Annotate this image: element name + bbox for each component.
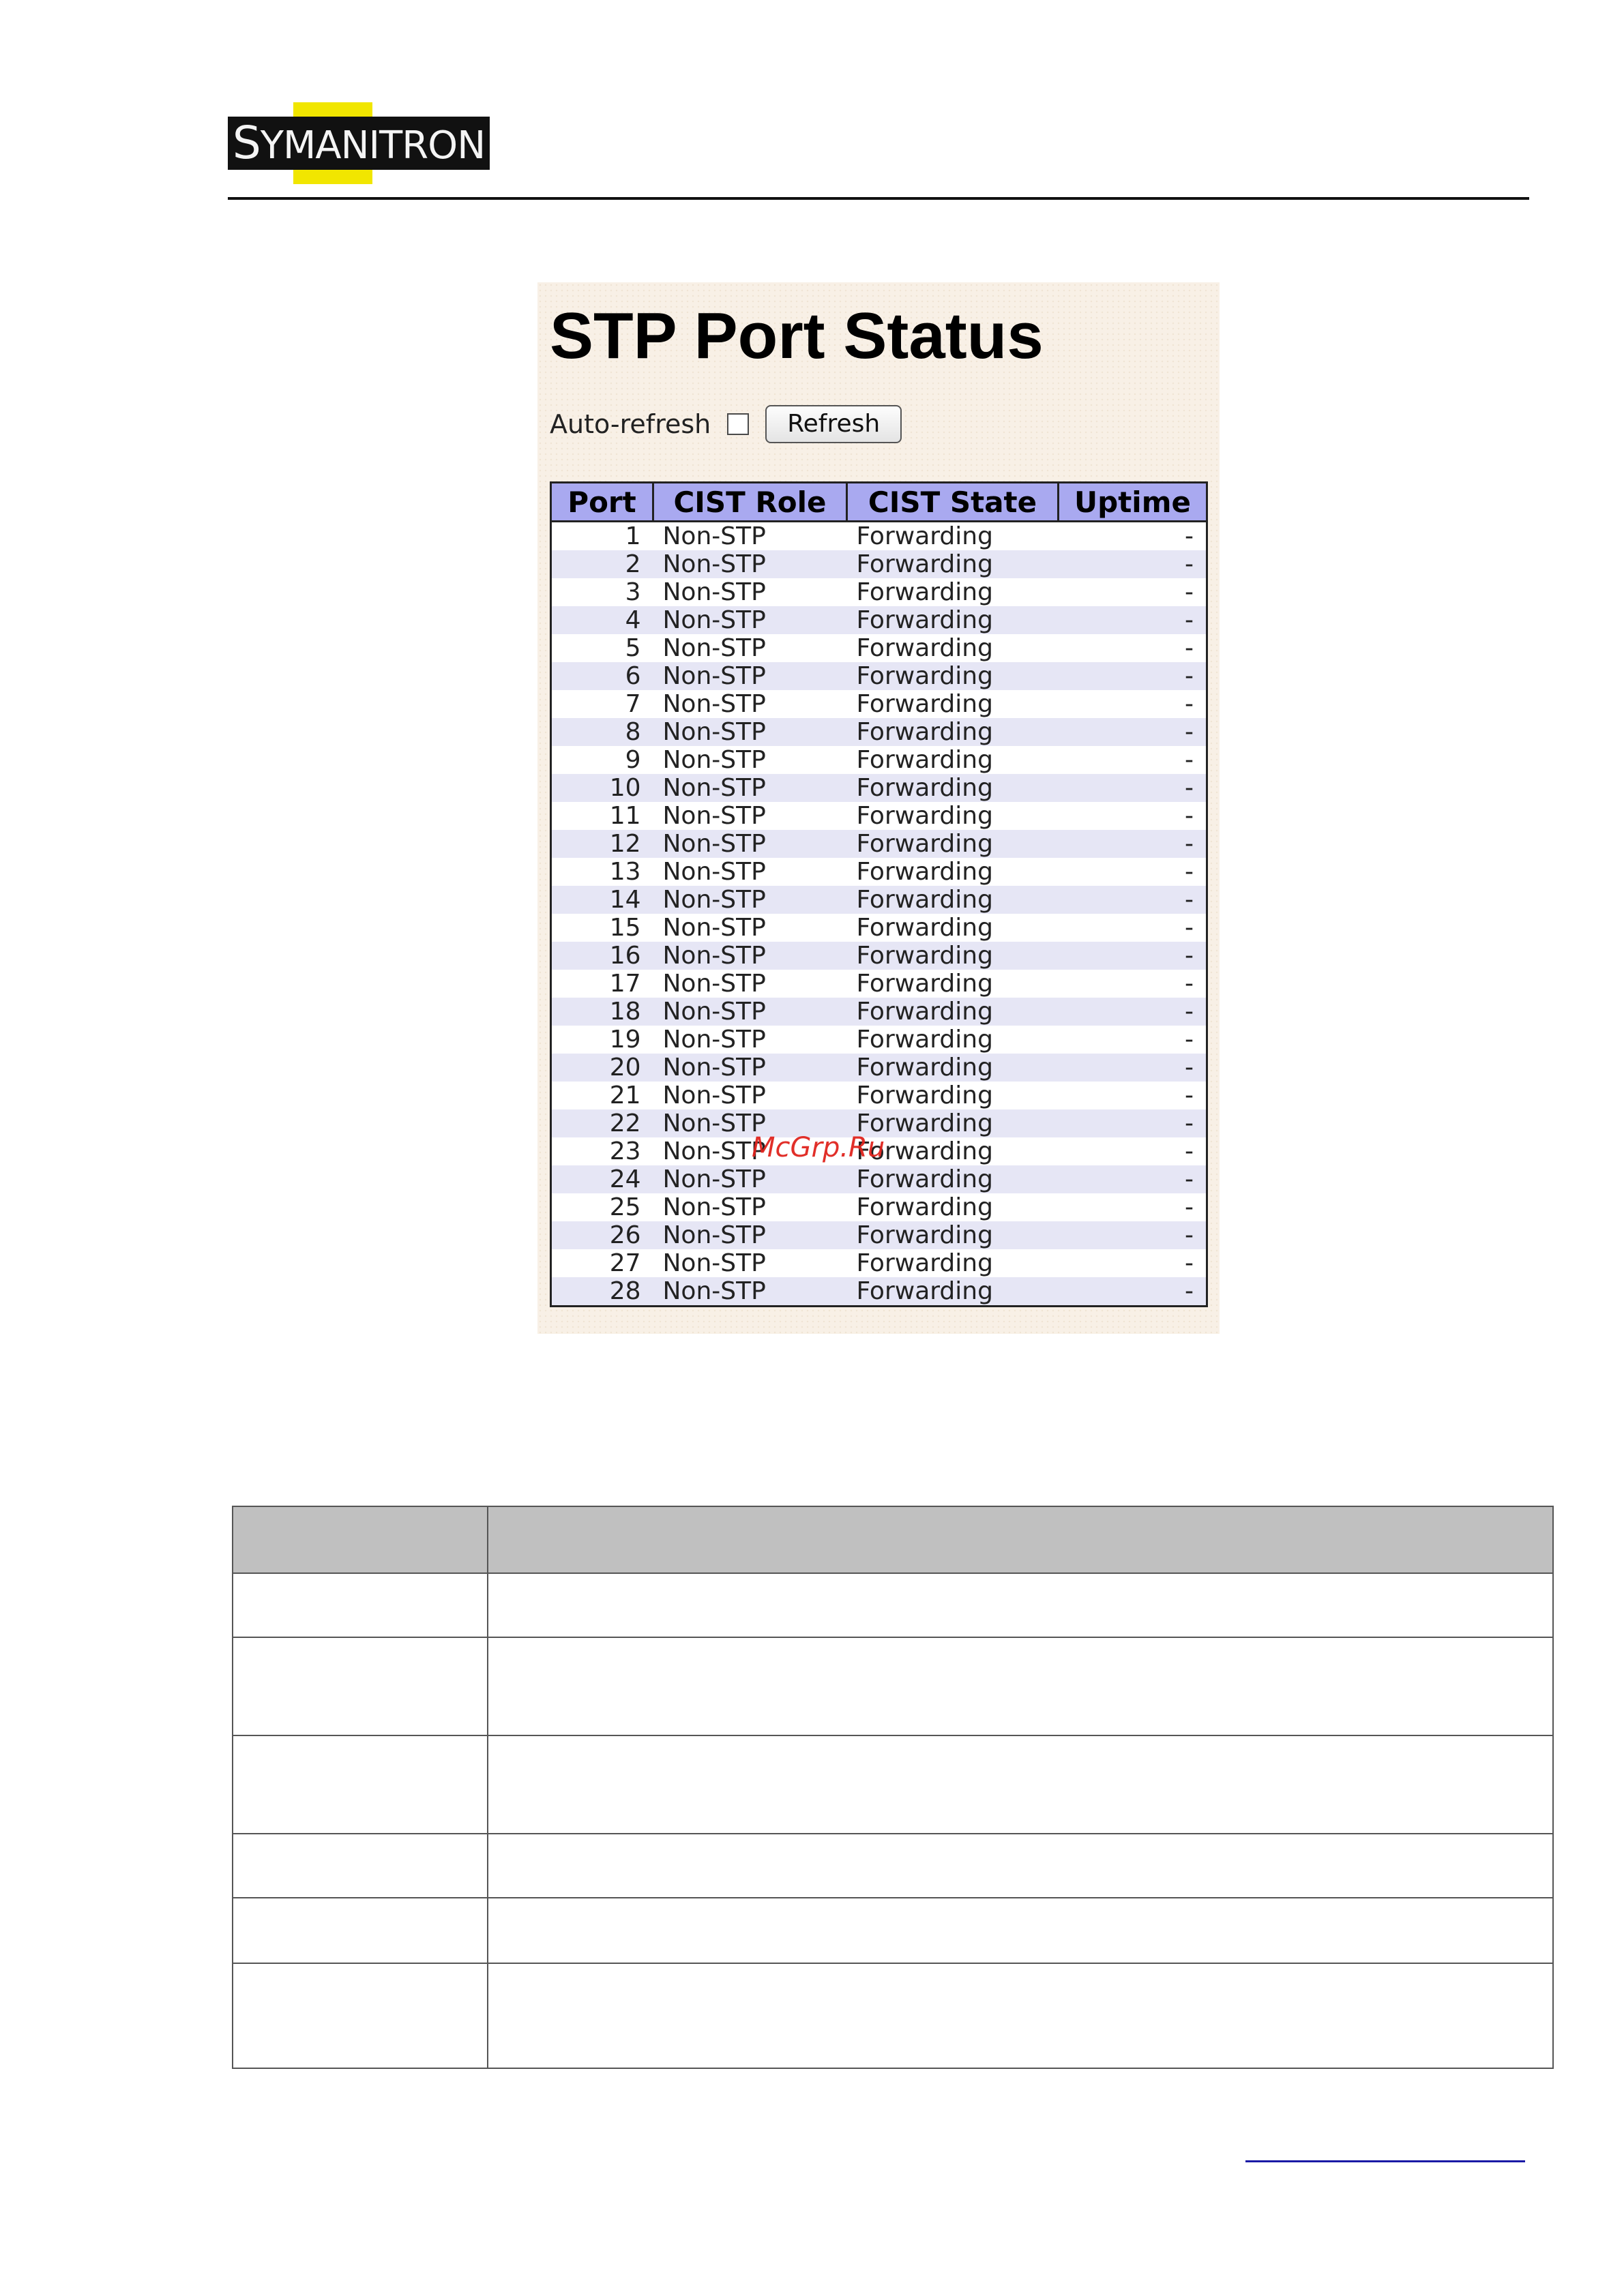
refresh-controls xyxy=(550,404,902,445)
cist-role-cell: Non-STP xyxy=(653,998,847,1026)
description-row xyxy=(233,1573,1553,1637)
uptime-cell: - xyxy=(1059,1277,1207,1307)
column-header-cist-state: CIST State xyxy=(847,483,1059,522)
cist-role-cell: Non-STP xyxy=(653,1026,847,1054)
cist-state-cell: Forwarding xyxy=(847,662,1059,690)
cist-state-cell: Forwarding xyxy=(847,1137,1059,1165)
port-cell: 18 xyxy=(551,998,653,1026)
cist-role-cell: Non-STP xyxy=(653,858,847,886)
cist-role-cell: Non-STP xyxy=(653,550,847,578)
table-row xyxy=(551,886,1207,914)
cist-role-cell: Non-STP xyxy=(653,718,847,746)
port-cell: 20 xyxy=(551,1054,653,1082)
cist-state-cell: Forwarding xyxy=(847,774,1059,802)
port-cell: 2 xyxy=(551,550,653,578)
table-row xyxy=(551,1277,1207,1307)
cist-state-cell: Forwarding xyxy=(847,942,1059,970)
description-cell xyxy=(233,1637,488,1735)
uptime-cell: - xyxy=(1059,1054,1207,1082)
description-cell xyxy=(488,1637,1553,1735)
uptime-cell: - xyxy=(1059,746,1207,774)
port-cell: 12 xyxy=(551,830,653,858)
cist-state-cell: Forwarding xyxy=(847,718,1059,746)
cist-role-cell: Non-STP xyxy=(653,970,847,998)
table-row xyxy=(551,802,1207,830)
table-row xyxy=(551,1193,1207,1221)
cist-role-cell: Non-STP xyxy=(653,1054,847,1082)
cist-role-cell: Non-STP xyxy=(653,774,847,802)
table-row xyxy=(551,1026,1207,1054)
description-row xyxy=(233,1637,1553,1735)
cist-role-cell: Non-STP xyxy=(653,1277,847,1307)
port-cell: 23 xyxy=(551,1137,653,1165)
uptime-cell: - xyxy=(1059,1026,1207,1054)
symanitron-logo xyxy=(228,102,490,184)
port-cell: 24 xyxy=(551,1165,653,1193)
cist-state-cell: Forwarding xyxy=(847,802,1059,830)
cist-state-cell: Forwarding xyxy=(847,1165,1059,1193)
uptime-cell: - xyxy=(1059,634,1207,662)
header-rule xyxy=(228,197,1529,200)
cist-state-cell: Forwarding xyxy=(847,1054,1059,1082)
port-cell: 1 xyxy=(551,522,653,551)
port-cell: 5 xyxy=(551,634,653,662)
uptime-cell: - xyxy=(1059,578,1207,606)
cist-state-cell: Forwarding xyxy=(847,886,1059,914)
port-cell: 17 xyxy=(551,970,653,998)
uptime-cell: - xyxy=(1059,550,1207,578)
uptime-cell: - xyxy=(1059,718,1207,746)
table-row xyxy=(551,718,1207,746)
cist-state-cell: Forwarding xyxy=(847,970,1059,998)
cist-role-cell: Non-STP xyxy=(653,830,847,858)
uptime-cell: - xyxy=(1059,1082,1207,1109)
uptime-cell: - xyxy=(1059,802,1207,830)
cist-state-cell: Forwarding xyxy=(847,1026,1059,1054)
column-header-uptime: Uptime xyxy=(1059,483,1207,522)
port-cell: 3 xyxy=(551,578,653,606)
cist-role-cell: Non-STP xyxy=(653,802,847,830)
logo-first-letter: S xyxy=(232,117,261,169)
port-cell: 14 xyxy=(551,886,653,914)
port-cell: 21 xyxy=(551,1082,653,1109)
cist-state-cell: Forwarding xyxy=(847,1082,1059,1109)
description-header-cell xyxy=(233,1506,488,1573)
cist-role-cell: Non-STP xyxy=(653,578,847,606)
cist-state-cell: Forwarding xyxy=(847,550,1059,578)
port-cell: 15 xyxy=(551,914,653,942)
uptime-cell: - xyxy=(1059,1249,1207,1277)
table-row xyxy=(551,550,1207,578)
port-cell: 10 xyxy=(551,774,653,802)
table-row xyxy=(551,522,1207,551)
cist-state-cell: Forwarding xyxy=(847,746,1059,774)
description-header-row xyxy=(233,1506,1553,1573)
cist-role-cell: Non-STP xyxy=(653,606,847,634)
description-row xyxy=(233,1963,1553,2068)
description-cell xyxy=(488,1898,1553,1963)
auto-refresh-checkbox[interactable] xyxy=(727,413,749,435)
uptime-cell: - xyxy=(1059,886,1207,914)
cist-state-cell: Forwarding xyxy=(847,998,1059,1026)
uptime-cell: - xyxy=(1059,662,1207,690)
cist-role-cell: Non-STP xyxy=(653,914,847,942)
table-row xyxy=(551,606,1207,634)
port-cell: 4 xyxy=(551,606,653,634)
table-row xyxy=(551,1249,1207,1277)
port-cell: 19 xyxy=(551,1026,653,1054)
uptime-cell: - xyxy=(1059,998,1207,1026)
table-row xyxy=(551,998,1207,1026)
port-cell: 6 xyxy=(551,662,653,690)
description-row xyxy=(233,1834,1553,1898)
table-row xyxy=(551,1165,1207,1193)
table-header-row xyxy=(551,483,1207,522)
description-row xyxy=(233,1898,1553,1963)
table-row xyxy=(551,970,1207,998)
cist-role-cell: Non-STP xyxy=(653,1193,847,1221)
description-cell xyxy=(488,1963,1553,2068)
cist-state-cell: Forwarding xyxy=(847,1277,1059,1307)
description-cell xyxy=(488,1573,1553,1637)
table-row xyxy=(551,634,1207,662)
uptime-cell: - xyxy=(1059,830,1207,858)
footer-link-underline[interactable] xyxy=(1245,2160,1525,2162)
cist-role-cell: Non-STP xyxy=(653,522,847,551)
port-cell: 16 xyxy=(551,942,653,970)
description-cell xyxy=(233,1963,488,2068)
description-cell xyxy=(233,1573,488,1637)
cist-state-cell: Forwarding xyxy=(847,690,1059,718)
uptime-cell: - xyxy=(1059,774,1207,802)
table-row xyxy=(551,578,1207,606)
uptime-cell: - xyxy=(1059,1109,1207,1137)
cist-role-cell: Non-STP xyxy=(653,634,847,662)
port-cell: 27 xyxy=(551,1249,653,1277)
cist-role-cell: Non-STP xyxy=(653,662,847,690)
cist-role-cell: Non-STP xyxy=(653,1221,847,1249)
uptime-cell: - xyxy=(1059,1221,1207,1249)
table-row xyxy=(551,662,1207,690)
column-header-port: Port xyxy=(551,483,653,522)
cist-state-cell: Forwarding xyxy=(847,914,1059,942)
uptime-cell: - xyxy=(1059,690,1207,718)
uptime-cell: - xyxy=(1059,522,1207,551)
description-row xyxy=(233,1735,1553,1834)
cist-state-cell: Forwarding xyxy=(847,830,1059,858)
port-cell: 8 xyxy=(551,718,653,746)
cist-role-cell: Non-STP xyxy=(653,1109,847,1137)
table-row xyxy=(551,914,1207,942)
description-cell xyxy=(488,1834,1553,1898)
stp-port-table xyxy=(550,481,1208,1307)
cist-state-cell: Forwarding xyxy=(847,1221,1059,1249)
table-row xyxy=(551,1082,1207,1109)
table-row xyxy=(551,774,1207,802)
port-cell: 11 xyxy=(551,802,653,830)
table-row xyxy=(551,942,1207,970)
cist-role-cell: Non-STP xyxy=(653,1165,847,1193)
port-cell: 22 xyxy=(551,1109,653,1137)
description-cell xyxy=(233,1834,488,1898)
cist-state-cell: Forwarding xyxy=(847,634,1059,662)
refresh-button[interactable]: Refresh xyxy=(765,405,902,443)
uptime-cell: - xyxy=(1059,858,1207,886)
description-cell xyxy=(233,1898,488,1963)
port-cell: 28 xyxy=(551,1277,653,1307)
stp-port-status-screenshot xyxy=(537,282,1220,1334)
port-cell: 13 xyxy=(551,858,653,886)
cist-role-cell: Non-STP xyxy=(653,1137,847,1165)
column-header-cist-role: CIST Role xyxy=(653,483,847,522)
uptime-cell: - xyxy=(1059,1193,1207,1221)
logo-rest: YMANITRON xyxy=(260,123,486,168)
cist-state-cell: Forwarding xyxy=(847,1193,1059,1221)
page-title: STP Port Status xyxy=(550,299,1044,372)
cist-state-cell: Forwarding xyxy=(847,1249,1059,1277)
table-row xyxy=(551,858,1207,886)
description-header-cell xyxy=(488,1506,1553,1573)
description-table xyxy=(232,1506,1554,2069)
port-cell: 7 xyxy=(551,690,653,718)
cist-role-cell: Non-STP xyxy=(653,1249,847,1277)
cist-state-cell: Forwarding xyxy=(847,858,1059,886)
description-cell xyxy=(488,1735,1553,1834)
table-row xyxy=(551,1054,1207,1082)
cist-state-cell: Forwarding xyxy=(847,1109,1059,1137)
stp-table-body xyxy=(551,522,1207,1307)
uptime-cell: - xyxy=(1059,914,1207,942)
table-row xyxy=(551,1221,1207,1249)
uptime-cell: - xyxy=(1059,970,1207,998)
table-row xyxy=(551,746,1207,774)
cist-role-cell: Non-STP xyxy=(653,1082,847,1109)
uptime-cell: - xyxy=(1059,942,1207,970)
table-row xyxy=(551,690,1207,718)
port-cell: 9 xyxy=(551,746,653,774)
cist-state-cell: Forwarding xyxy=(847,522,1059,551)
logo-wordmark xyxy=(228,117,490,170)
cist-state-cell: Forwarding xyxy=(847,606,1059,634)
port-cell: 25 xyxy=(551,1193,653,1221)
description-cell xyxy=(233,1735,488,1834)
cist-state-cell: Forwarding xyxy=(847,578,1059,606)
cist-role-cell: Non-STP xyxy=(653,942,847,970)
watermark: McGrp.Ru xyxy=(752,1132,885,1163)
table-row xyxy=(551,830,1207,858)
uptime-cell: - xyxy=(1059,1165,1207,1193)
uptime-cell: - xyxy=(1059,1137,1207,1165)
cist-role-cell: Non-STP xyxy=(653,886,847,914)
port-cell: 26 xyxy=(551,1221,653,1249)
cist-role-cell: Non-STP xyxy=(653,746,847,774)
uptime-cell: - xyxy=(1059,606,1207,634)
cist-role-cell: Non-STP xyxy=(653,690,847,718)
auto-refresh-label: Auto-refresh xyxy=(550,409,711,439)
